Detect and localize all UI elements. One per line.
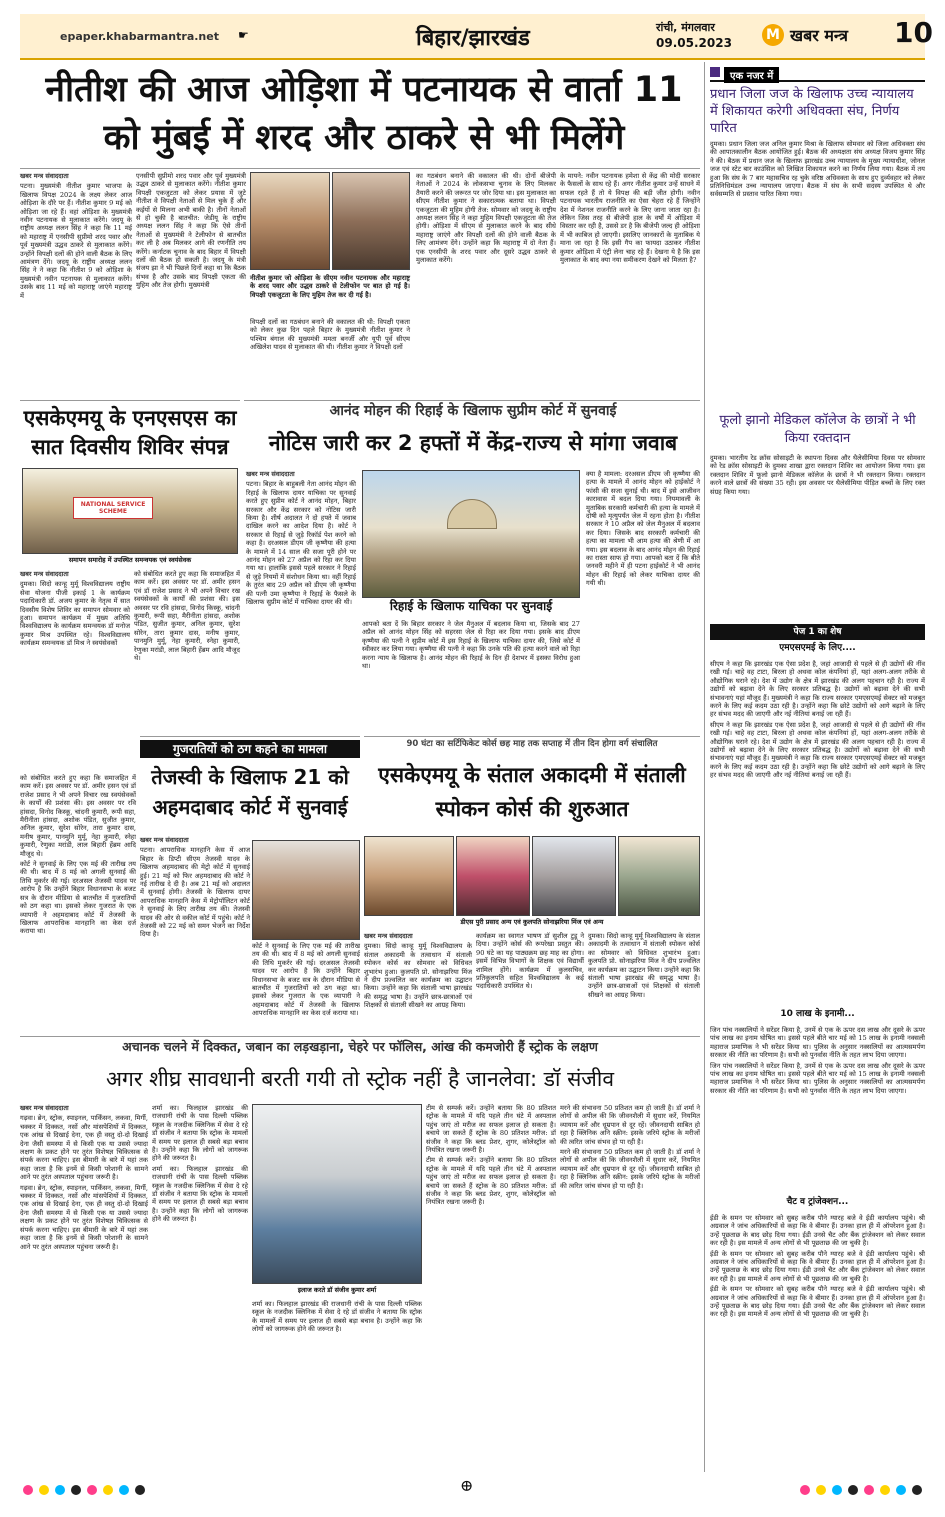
- nitish-photo: [250, 172, 330, 270]
- thackeray-photo: [332, 172, 410, 270]
- masthead-bar: [20, 14, 933, 60]
- nss-col-1: खबर मन्त्र संवाददाता दुमका। सिदो कान्हू मुर्मू विश्वविद्यालय राष्ट्रीय सेवा योजना पीजी इकाई 1 के कार्यक्रम पदाधिकारी डॉ. अजय कुमार के नेतृत्व में सात दिवसीय विशेष शिविर का समापन सोमवार को हुआ। समापन कार्यक्रम में मुख्य अतिथि विश्वविद्यालय के कार्यक्रम समन्वयक डॉ मनोज कुमार मिश्र उपस्थित रहे। विश्वविद्यालय कार्यक्रम समन्वयक डॉ मिश्र ने स्वयंसेवकों: [20, 570, 130, 648]
- right-text-2: दुमका। भारतीय रेड क्रॉस सोसाइटी के स्थापना दिवस और थैलेसीमिया दिवस पर सोमवार को रेड क्रॉस सोसाइटी के दुमका शाखा द्वारा रक्तदान शिविर का आयोजन किया गया। इस रक्तदान शिविर में फूलो झानो मेडिकल कॉलेज के छात्रों ने भी रक्तदान किया। रक्तदान करने वाले छात्रों की संख्या 35 रही। इस अवसर पर थैलेसीमिया पीड़ित बच्चों के लिए रक्त संग्रह किया गया।: [710, 454, 925, 496]
- santal-photo-2: [456, 836, 530, 916]
- right-text-4: जिन पांच नक्सलियों ने सरेंडर किया है, उनमें से एक के ऊपर दस लाख और दूसरे के ऊपर पांच लाख का इनाम घोषित था। इससे पहले बीते चार मई को 15 लाख के इनामी नक्सली महाराज प्रमाणिक ने भी सरेंडर किया था। पुलिस के अनुसार नक्सलियों का आत्मसमर्पण सरकार की नीति का परिणाम है। सभी को पुनर्वास नीति के तहत लाभ दिया जाएगा। जिन पांच नक्सलियों ने सरेंडर किया है, उनमें से एक के ऊपर दस लाख और दूसरे के ऊपर पांच लाख का इनाम घोषित था। इससे पहले बीते चार मई को 15 लाख के इनामी नक्सली महाराज प्रमाणिक ने भी सरेंडर किया था। पुलिस के अनुसार नक्सलियों का आत्मसमर्पण सरकार की नीति का परिणाम है। सभी को पुनर्वास नीति के तहत लाभ दिया जाएगा।: [710, 1026, 925, 1095]
- gujarat-headline: तेजस्वी के खिलाफ 21 को अहमदाबाद कोर्ट में सुनवाई: [151, 765, 349, 819]
- stroke-kicker: अचानक चलने में दिक्कत, जबान का लड़खड़ाना, चेहरे पर फॉलिस, आंख की कमजोरी हैं स्ट्रोक के लक्षण: [122, 1039, 598, 1054]
- santal-photo-caption: डीएस पुरी प्रसाद अन्य एवं कुलपति सोनाझरिया मिंज एवं अन्य: [460, 918, 604, 926]
- stroke-photo-caption: इलाज करते डॉ संजीव कुमार शर्मा: [297, 1286, 377, 1294]
- nss-col-2: को संबोधित करते हुए कहा कि समाजहित में काम करें। इस अवसर पर डॉ. अमीर हसन एवं डॉ राजेश प्रसाद ने भी अपने विचार रख स्वयंसेवकों के कार्यों की प्रशंसा की। इस अवसर पर रवि हांसदा, विनोद किस्कू, चांदनी कुमारी, रूपी सहा, मैरीनीता हांसदा, अशोक पंडित, सुजीत कुमार, अनिल कुमार, सुरेश सोरेन, तारा कुमार दास, मनीष कुमार, पानमुनि मुर्मू, नेहा कुमारी, स्नेहा कुमारी, रेणुका मरांडी, लाल बिहारी हेंब्रम आदि मौजूद थे।: [134, 570, 240, 663]
- left-mid-column: को संबोधित करते हुए कहा कि समाजहित में काम करें। इस अवसर पर डॉ. अमीर हसन एवं डॉ राजेश प्रसाद ने भी अपने विचार रख स्वयंसेवकों के कार्यों की प्रशंसा की। इस अवसर पर रवि हांसदा, विनोद किस्कू, चांदनी कुमारी, रूपी सहा, मैरीनीता हांसदा, अशोक पंडित, सुजीत कुमार, अनिल कुमार, सुरेश सोरेन, तारा कुमार दास, मनीष कुमार, पानमुनि मुर्मू, नेहा कुमारी, स्नेहा कुमारी, रेणुका मरांडी, लाल बिहारी हेंब्रम आदि मौजूद थे। कोर्ट ने सुनवाई के लिए एक मई की तारीख तय की थी। बाद में 8 मई को अगली सुनवाई की तिथि मुकर्रर की गई। दरअसल तेजस्वी यादव पर आरोप है कि उन्होंने बिहार विधानसभा के बजट सत्र के दौरान मीडिया से बातचीत में गुजरातियों को ठग कहा था। इसको लेकर गुजरात के एक व्यापारी ने अहमदाबाद कोर्ट में तेजस्वी के खिलाफ आपराधिक मानहानि का केस दर्ज कराया था।: [20, 774, 136, 936]
- lead-col-1: खबर मन्त्र संवाददाता पटना। मुख्यमंत्री नीतीश कुमार भाजपा के खिलाफ विपक्ष 2024 के लक्ष्य लेकर आज ओड़िशा के दौरे पर हैं। नीतीश कुमार 9 मई को ओड़िशा जा रहे हैं। वहां ओड़िशा के मुख्यमंत्री नवीन पटनायक से मुलाकात करेंगे। जदयू के राष्ट्रीय अध्यक्ष ललन सिंह ने कहा कि 11 मई को महाराष्ट्र में एनसीपी सुप्रीमो शरद पवार और पूर्व मुख्यमंत्री उद्धव ठाकरे से मुलाकात करेंगे। उन्होंने विपक्षी दलों की होने वाली बैठक के लिए आमंत्रण देंगे। जदयू के राष्ट्रीय अध्यक्ष ललन सिंह ने ने कहा कि नीतीश 9 को ओड़िशा के मुख्यमंत्री नवीन पटनायक से मुलाकात करेंगे। उसके बाद 11 मई को महाराष्ट्र जाएंगे महाराष्ट्र में: [20, 172, 132, 300]
- page-number: 10: [894, 16, 933, 49]
- anand-col-1: खबर मन्त्र संवाददाता पटना। बिहार के बाहुबली नेता आनंद मोहन की रिहाई के खिलाफ दायर याचिका पर सुनवाई करते हुए सुप्रीम कोर्ट ने आनंद मोहन, बिहार सरकार और केंद्र सरकार को नोटिस जारी किया है। शीर्ष अदालत ने दो हफ्ते में जवाब दाखिल करने का आदेश दिया है। कोर्ट ने सरकार से रिहाई से जुड़े रिकॉर्ड पेश करने को कहा है। दरअसल डीएम जी कृष्णैया की हत्या के मामले में 14 साल की सजा पूरी होने पर आनंद मोहन को 27 अप्रैल को रिहा कर दिया गया था। हालांकि इससे पहले सरकार ने रिहाई से जुड़े नियमों में संशोधन किया था। वहीं रिहाई के तुरंत बाद 29 अप्रैल को डीएम जी कृष्णैया की पत्नी उमा कृष्णैया ने रिहाई के फैसले के खिलाफ सुप्रीम कोर्ट में याचिका दायर की थी।: [246, 470, 356, 607]
- footer-register-marks: [20, 1476, 925, 1498]
- santal-kicker: 90 घंटा का सर्टिफिकेट कोर्स छह माह तक सप्ताह में तीन दिन होगा वर्ग संचालित: [406, 739, 658, 749]
- lead-col-5: के मायने: नवीन पटनायक हमेशा से केंद्र की मोदी सरकार के फैसलों के साथ रहे हैं। अगर नीतीश कुमार उन्हें साधने में सफल रहते हैं तो ये विपक्ष की बड़ी जीत होगी। नवीन पटनायक भारतीय राजनीति का ऐसा चेहरा रहे हैं जिन्होंने देश में नेशनल राजनीति करने के लिए जाना जाता रहा है। लेकिन जिस तरह से बीजेपी हाल के वर्षों में ओड़िशा में विस्तार कर रही है, उससे डर है कि बीजेपी जल्द ही ओड़िशा में भी काबिज हो जाएगी। इसलिए जानकारों के मुताबिक ये माना जा रहा है कि इसी गैप का फायदा उठाकर नीतीश कुमार ओड़िशा में एंट्री लेना चाह रहे हैं। देखना ये है कि इस मुलाकात के बाद क्या नया समीकरण देखने को मिलता है?: [560, 172, 700, 265]
- right-headline-1: प्रधान जिला जज के खिलाफ उच्च न्यायालय में शिकायत करेगी अधिवक्ता संघ, निर्णय पारित: [710, 87, 914, 136]
- santal-photo-3: [532, 836, 616, 916]
- santal-col-1: खबर मन्त्र संवाददाता दुमका। सिदो कान्हू मुर्मू विश्वविद्यालय के संताल अकादमी के तत्वाधान में संताली स्पोकन कोर्स का सोमवार को विधिवत शुभारंभ हुआ। कुलपति प्रो. सोनाझरिया मिंज ने दीप प्रज्वलित कर कार्यक्रम का उद्घाटन किया। उन्होंने कहा कि संताली भाषा झारखंड की समृद्ध भाषा है। उन्होंने छात्र-छात्राओं एवं शिक्षकों से संताली सीखने का आग्रह किया।: [364, 932, 472, 1010]
- brand-logo-icon: M: [762, 24, 784, 46]
- nss-headline: एसकेएमयू के एनएसएस का सात दिवसीय शिविर संपन्न: [23, 406, 237, 459]
- ek-nazar-tag: एक नजर में: [710, 64, 925, 82]
- brand-name: खबर मन्त्र: [790, 26, 848, 45]
- anand-col-2: आपको बता दें कि बिहार सरकार ने जेल मैनुअल में बदलाव किया था, जिसके बाद 27 अप्रैल को आनंद मोहन सिंह को सहरसा जेल से रिहा कर दिया गया। इसके बाद डीएम कृष्णैया की पत्नी ने सुप्रीम कोर्ट में इस रिहाई के खिलाफ याचिका दायर की, जिसे कोर्ट में स्वीकार कर लिया गया। कृष्णैया की पत्नी ने कहा कि उनके पति की हत्या करने वाले को रिहा करना न्याय के खिलाफ है। आनंद मोहन की रिहाई के दिन ही देशभर में इसका विरोध हुआ था।: [362, 620, 580, 671]
- right-text-5: ईडी के समन पर सोमवार को सुबह करीब पौने ग्यारह बजे वे ईडी कार्यालय पहुंचे। श्री अग्रवाल ने जांच अधिकारियों से कहा कि वे बीमार हैं। उनका हाल ही में ऑपरेशन हुआ है। उन्हें पूछताछ के बाद छोड़ दिया गया। ईडी उनसे चैट और बैंक ट्रांजेक्शन को लेकर सवाल कर रही है। इस मामले में अन्य लोगों से भी पूछताछ की जा चुकी है। ईडी के समन पर सोमवार को सुबह करीब पौने ग्यारह बजे वे ईडी कार्यालय पहुंचे। श्री अग्रवाल ने जांच अधिकारियों से कहा कि वे बीमार हैं। उनका हाल ही में ऑपरेशन हुआ है। उन्हें पूछताछ के बाद छोड़ दिया गया। ईडी उनसे चैट और बैंक ट्रांजेक्शन को लेकर सवाल कर रही है। इस मामले में अन्य लोगों से भी पूछताछ की जा चुकी है। ईडी के समन पर सोमवार को सुबह करीब पौने ग्यारह बजे वे ईडी कार्यालय पहुंचे। श्री अग्रवाल ने जांच अधिकारियों से कहा कि वे बीमार हैं। उनका हाल ही में ऑपरेशन हुआ है। उन्हें पूछताछ के बाद छोड़ दिया गया। ईडी उनसे चैट और बैंक ट्रांजेक्शन को लेकर सवाल कर रही है। इस मामले में अन्य लोगों से भी पूछताछ की जा चुकी है।: [710, 1214, 925, 1319]
- lead-col-4: का गठबंधन बनाने की वकालत की थी। दोनों बीजेपी नेताओं ने 2024 के लोकसभा चुनाव के लिए मिलकर तैयारी करने की जरूरत पर जोर दिया था। इस मुलाकात का सीएम नीतीश कुमार ने सकारात्मक बताया था। विपक्षी एकजुटता की मुहिम होगी तेज: सोमवार को जदयू के राष्ट्रीय अध्यक्ष ललन सिंह ने कहा मुहिम विपक्षी एकजुटता की तेज होगी। ओड़िशा में सीएम से मुलाकात करने के बाद सीधे महाराष्ट्र जाएंगे और विपक्षी दलों की होने वाली बैठक के लिए आमंत्रण देंगे। उन्होंने कहा कि महाराष्ट्र में दो नेता हैं। एक एनसीपी के शरद पवार और दूसरे उद्धव ठाकरे से मुलाकात करेंगे।: [416, 172, 556, 265]
- anand-headline: नोटिस जारी कर 2 हफ्तों में केंद्र-राज्य से मांगा जवाब: [268, 431, 678, 455]
- nss-banner: NATIONAL SERVICE SCHEME: [73, 497, 153, 519]
- flag-icon: [710, 67, 720, 77]
- pagebox-label: पेज 1 का शेष: [710, 624, 925, 640]
- gujarat-col-1: खबर मन्त्र संवाददाता पटना। आपराधिक मानहानि केस में आज बिहार के डिप्टी सीएम तेजस्वी यादव के खिलाफ अहमदाबाद की मेट्रो कोर्ट में सुनवाई हुई। 21 मई को फिर अहमदाबाद की कोर्ट ने नई तारीख दे दी है। अब 21 मई को अदालत में सुनवाई होगी। तेजस्वी के खिलाफ दायर आपराधिक मानहानि केस में मेट्रोपॉलिटन कोर्ट ने सुनवाई के लिए तारीख तय की। तेजस्वी यादव की ओर से वकील कोर्ट में पहुंचे। कोर्ट ने तेजस्वी को 22 मई को समन भेजने का निर्देश दिया है।: [140, 836, 250, 939]
- santal-col-2: कार्यक्रम का स्वागत भाषण डॉ सुशील टुडू ने दिया। उन्होंने कोर्स की रूपरेखा प्रस्तुत की। 90 घंटे का यह पाठ्यक्रम छह माह का होगा। इसमें विभिन्न विभागों के शिक्षक एवं विद्यार्थी शामिल होंगे। कार्यक्रम में कुलसचिव, प्रतिकुलपति सहित विश्वविद्यालय के कई पदाधिकारी उपस्थित थे।: [476, 932, 584, 991]
- issue-date: 09.05.2023: [656, 36, 732, 50]
- anand-photo-caption: रिहाई के खिलाफ याचिका पर सुनवाई: [389, 599, 553, 613]
- stroke-headline: अगर शीघ्र सावधानी बरती गयी तो स्ट्रोक नहीं है जानलेवा: डॉ संजीव: [106, 1067, 614, 1091]
- anand-kicker: आनंद मोहन की रिहाई के खिलाफ सुप्रीम कोर्ट में सुनवाई: [329, 403, 617, 419]
- gujarat-col-2: कोर्ट ने सुनवाई के लिए एक मई की तारीख तय की थी। बाद में 8 मई को अगली सुनवाई की तिथि मुकर्रर की गई। दरअसल तेजस्वी यादव पर आरोप है कि उन्होंने बिहार विधानसभा के बजट सत्र के दौरान मीडिया से बातचीत में गुजरातियों को ठग कहा था। इसको लेकर गुजरात के एक व्यापारी ने अहमदाबाद कोर्ट में तेजस्वी के खिलाफ आपराधिक मानहानि का केस दर्ज कराया था।: [252, 942, 360, 1018]
- section-title: बिहार/झारखंड: [416, 26, 530, 51]
- cursor-icon: ☛: [238, 28, 249, 42]
- stroke-col-5: मरने की संभावना 50 प्रतिशत कम हो जाती है। डॉ शर्मा ने लोगों से अपील की कि जीवनशैली में सुधार करें, नियमित व्यायाम करें और धूम्रपान से दूर रहें। जीवनदायी साबित हो रहा है क्लिनिक अनि स्क्रीन: इसके जरिये स्ट्रोक के मरीजों की त्वरित जांच संभव हो पा रही है। मरने की संभावना 50 प्रतिशत कम हो जाती है। डॉ शर्मा ने लोगों से अपील की कि जीवनशैली में सुधार करें, नियमित व्यायाम करें और धूम्रपान से दूर रहें। जीवनदायी साबित हो रहा है क्लिनिक अनि स्क्रीन: इसके जरिये स्ट्रोक के मरीजों की त्वरित जांच संभव हो पा रही है।: [560, 1104, 700, 1190]
- crosshair-icon: ⊕: [460, 1476, 474, 1495]
- city-day: रांची, मंगलवार: [656, 21, 715, 34]
- registration-dots-right: [797, 1480, 925, 1499]
- anand-col-3: क्या है मामला: दरअसल डीएम जी कृष्णैया की हत्या के मामले में आनंद मोहन को हाईकोर्ट ने फांसी की सजा सुनाई थी। बाद में इसे आजीवन कारावास में बदल दिया गया। नियमावली के मुताबिक सरकारी कर्मचारी की हत्या के मामले में दोषी को मृत्युपर्यंत जेल में रहना होता है। नीतीश सरकार ने 10 अप्रैल को जेल मैनुअल में बदलाव कर दिया। जिसके बाद सरकारी कर्मचारी की हत्या का मामला भी आम हत्या की श्रेणी में आ गया। इस बदलाव के बाद आनंद मोहन की रिहाई का रास्ता साफ हो गया। आपको बता दें कि बीते जनवरी महीने में ही पटना हाईकोर्ट ने भी आनंद मोहन की रिहाई को लेकर याचिका दायर की गयी थी।: [586, 470, 700, 588]
- lead-headline: नीतीश की आज ओड़िशा में पटनायक से वार्ता 11 को मुंबई में शरद और ठाकरे से भी मिलेंगे: [45, 70, 683, 158]
- right-subhead-3: एमएसएमई के लिए....: [779, 643, 856, 653]
- lead-col-2: एनसीपी सुप्रीमो शरद पवार और पूर्व मुख्यमंत्री उद्धव ठाकरे से मुलाकात करेंगे। नीतीश कुमार विपक्षी एकजुटता को लेकर प्रयास में जुटे नीतीश वे विपक्षी नेताओं से मिल चुके हैं और कईयों से मिलना अभी बाकी है। तीनों नेताओं से हो चुकी है बातचीत: जेडीयू के राष्ट्रीय अध्यक्ष ललन सिंह ने कहा कि ऐसे तीनों नेताओं से मुख्यमंत्री ने टेलीफोन से बातचीत कर ली है अब मिलकर आगे की रणनीति तय करेंगे। कर्नाटक चुनाव के बाद बिहार में विपक्षी दलों की बैठक हो सकती है। जदयू के मंत्री संजय झा ने भी पिछले दिनों कहा था कि बैठक संभव है और उसके बाद विपक्षी एकता की मुहिम और तेज होगी। मुख्यमंत्री: [136, 172, 246, 290]
- supreme-court-photo: [362, 470, 580, 598]
- stroke-col-1: खबर मन्त्र संवाददाता गढ़वा। ब्रेन, स्ट्रोक, स्पाइनल, पार्किंसन, लकवा, मिर्गी, चक्कर में दिक्कत, नसों और मांसपेशियों में दिक्कत, एक आंख से दिखाई देना, एक ही वस्तु दो-दो दिखाई देना जैसी समस्या में से किसी एक या उससे ज्यादा लक्षण के प्रकट होने पर तुरंत विशेषज्ञ चिकित्सक से संपर्क करना चाहिए। इस बीमारी के बारे में यहां तक कहा जाता है कि इनमें से किसी परेशानी के सामने आने पर तुरंत अस्पताल पहुंचना जरूरी है। गढ़वा। ब्रेन, स्ट्रोक, स्पाइनल, पार्किंसन, लकवा, मिर्गी, चक्कर में दिक्कत, नसों और मांसपेशियों में दिक्कत, एक आंख से दिखाई देना, एक ही वस्तु दो-दो दिखाई देना जैसी समस्या में से किसी एक या उससे ज्यादा लक्षण के प्रकट होने पर तुरंत विशेषज्ञ चिकित्सक से संपर्क करना चाहिए। इस बीमारी के बारे में यहां तक कहा जाता है कि इनमें से किसी परेशानी के सामने आने पर तुरंत अस्पताल पहुंचना जरूरी है।: [20, 1104, 148, 1251]
- santal-col-3: दुमका। सिदो कान्हू मुर्मू विश्वविद्यालय के संताल अकादमी के तत्वाधान में संताली स्पोकन कोर्स का सोमवार को विधिवत शुभारंभ हुआ। कुलपति प्रो. सोनाझरिया मिंज ने दीप प्रज्वलित कर कार्यक्रम का उद्घाटन किया। उन्होंने कहा कि संताली भाषा झारखंड की समृद्ध भाषा है। उन्होंने छात्र-छात्राओं एवं शिक्षकों से संताली सीखने का आग्रह किया।: [588, 932, 700, 999]
- santal-photo-1: [364, 836, 454, 916]
- site-url[interactable]: epaper.khabarmantra.net: [60, 30, 219, 43]
- right-subhead-5: चैट व ट्रांजेक्शन...: [786, 1197, 849, 1207]
- stroke-col-3: शर्मा का। फिलहाल झारखंड की राजधानी रांची के पास दिल्ली पब्लिक स्कूल के नजदीक क्लिनिक में सेवा दे रहे डॉ संजीव ने बताया कि स्ट्रोक के मामलों में समय पर इलाज ही सबसे बड़ा बचाव है। उन्होंने कहा कि लोगों को जागरूक होने की जरूरत है।: [252, 1300, 422, 1334]
- lead-col-3: विपक्षी दलों का गठबंधन बनाने की वकालत की थी: विपक्षी एकता को लेकर कुछ दिन पहले बिहार के मुख्यमंत्री नीतीश कुमार ने पश्चिम बंगाल की मुख्यमंत्री ममता बनर्जी और यूपी पूर्व सीएम अखिलेश यादव से मुलाकात की थी। नीतीश कुमार ने विपक्षी दलों: [250, 318, 410, 352]
- nss-photo: [22, 468, 238, 554]
- right-subhead-4: 10 लाख के इनामी...: [780, 1009, 855, 1019]
- tejashwi-photo: [252, 840, 360, 940]
- santal-photo-4: [618, 836, 700, 916]
- nss-photo-caption: समापन समारोह में उपस्थित समन्वयक एवं स्वयंसेवक: [68, 556, 192, 564]
- right-headline-2: फूलो झानो मेडिकल कॉलेज के छात्रों ने भी किया रक्तदान: [719, 413, 916, 446]
- registration-dots-left: [20, 1480, 148, 1499]
- santal-headline: एसकेएमयू के संताल अकादमी में संताली स्पोकन कोर्स की शुरुआत: [378, 763, 686, 821]
- gujarat-kicker-box: गुजरातियों को ठग कहने का मामला: [140, 740, 360, 758]
- right-text-3: सीएम ने कहा कि झारखंड एक ऐसा प्रदेश है, जहां आजादी से पहले से ही उद्योगों की नींव रखी गई। चाहे वह टाटा, बिरला हो अथवा कोल कंपनियां हों, यहां अलग-अलग तरीके से औद्योगिक घराने रहे। देश में उद्योग के क्षेत्र में झारखंड की अलग पहचान रही है। राज्य में उद्योगों को बढ़ावा देने के लिए सरकार प्रतिबद्ध है। उद्योगों को बढ़ावा देने की सभी संभावनाएं यहां मौजूद हैं। मुख्यमंत्री ने कहा कि राज्य सरकार एमएसएमई सेक्टर को मजबूत करने के लिए कई कदम उठा रही है। उन्होंने कहा कि छोटे उद्योगों को आगे बढ़ाने के लिए हर संभव मदद की जाएगी और नई नीतियां बनाई जा रही हैं। सीएम ने कहा कि झारखंड एक ऐसा प्रदेश है, जहां आजादी से पहले से ही उद्योगों की नींव रखी गई। चाहे वह टाटा, बिरला हो अथवा कोल कंपनियां हों, यहां अलग-अलग तरीके से औद्योगिक घराने रहे। देश में उद्योग के क्षेत्र में झारखंड की अलग पहचान रही है। राज्य में उद्योगों को बढ़ावा देने के लिए सरकार प्रतिबद्ध है। उद्योगों को बढ़ावा देने की सभी संभावनाएं यहां मौजूद हैं। मुख्यमंत्री ने कहा कि राज्य सरकार एमएसएमई सेक्टर को मजबूत करने के लिए कई कदम उठा रही है। उन्होंने कहा कि छोटे उद्योगों को आगे बढ़ाने के लिए हर संभव मदद की जाएगी और नई नीतियां बनाई जा रही हैं।: [710, 660, 925, 780]
- dome-icon: [447, 499, 497, 529]
- right-text-1: दुमका। प्रधान जिला जज अनिल कुमार मिश्रा के खिलाफ सोमवार को जिला अधिवक्ता संघ की आपातकालीन बैठक आयोजित हुई। बैठक की अध्यक्षता संघ अध्यक्ष विजय कुमार सिंह ने की। बैठक में प्रधान जज के खिलाफ झारखंड उच्च न्यायालय के मुख्य न्यायाधीश, जोनल जज एवं स्टेट बार काउंसिल को लिखित शिकायत करने का निर्णय लिया गया। बैठक में तय हुआ कि संघ के 7 बार महासचिव रह चुके वरिष्ठ अधिवक्ता के साथ हुए दुर्व्यवहार को लेकर प्रतिनिधिमंडल उच्च न्यायालय जाएगा। बैठक में संघ के सभी सदस्य उपस्थित थे और सर्वसम्मति से प्रस्ताव पारित किया गया।: [710, 140, 925, 199]
- lead-photo-caption: नीतीश कुमार जो ओड़िशा के सीएम नवीन पटनायक और महाराष्ट्र के शरद पवार और उद्धव ठाकरे से टेलीफोन पर बात हो गई है। विपक्षी एकजुटता के लिए मुहिम तेज कर दी गई है।: [250, 274, 410, 299]
- stroke-col-4: टीम से सम्पर्क करें। उन्होंने बताया कि 80 प्रतिशत स्ट्रोक के मामले में यदि पहले तीन घंटे में अस्पताल पहुंच जाएं तो मरीज का सफल इलाज हो सकता है। बचाये जा सकते हैं स्ट्रोक के 80 प्रतिशत मरीज: डॉ संजीव ने कहा कि ब्लड प्रेशर, शुगर, कोलेस्ट्रॉल को नियंत्रित रखना जरूरी है। टीम से सम्पर्क करें। उन्होंने बताया कि 80 प्रतिशत स्ट्रोक के मामले में यदि पहले तीन घंटे में अस्पताल पहुंच जाएं तो मरीज का सफल इलाज हो सकता है। बचाये जा सकते हैं स्ट्रोक के 80 प्रतिशत मरीज: डॉ संजीव ने कहा कि ब्लड प्रेशर, शुगर, कोलेस्ट्रॉल को नियंत्रित रखना जरूरी है।: [426, 1104, 556, 1207]
- stroke-col-2: शर्मा का। फिलहाल झारखंड की राजधानी रांची के पास दिल्ली पब्लिक स्कूल के नजदीक क्लिनिक में सेवा दे रहे डॉ संजीव ने बताया कि स्ट्रोक के मामलों में समय पर इलाज ही सबसे बड़ा बचाव है। उन्होंने कहा कि लोगों को जागरूक होने की जरूरत है। शर्मा का। फिलहाल झारखंड की राजधानी रांची के पास दिल्ली पब्लिक स्कूल के नजदीक क्लिनिक में सेवा दे रहे डॉ संजीव ने बताया कि स्ट्रोक के मामलों में समय पर इलाज ही सबसे बड़ा बचाव है। उन्होंने कहा कि लोगों को जागरूक होने की जरूरत है।: [152, 1104, 248, 1224]
- doctor-photo: [252, 1104, 422, 1284]
